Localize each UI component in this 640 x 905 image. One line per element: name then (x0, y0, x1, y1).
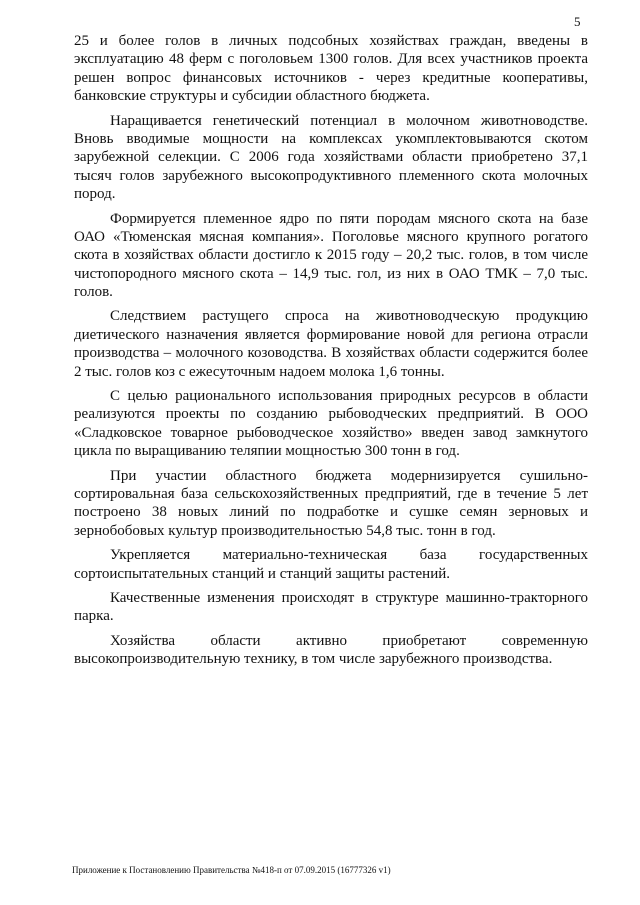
text-line: «Сладковское товарное рыбоводческое хозяйство» введен завод замкнутого (74, 424, 588, 441)
text-line: Вновь вводимые мощности на комплексах укомплектовываются скотом (74, 130, 588, 147)
text-line: диетического назначения является формирование новой для региона отрасли (74, 326, 588, 343)
text-line: 25 и более голов в личных подсобных хозяйствах граждан, введены в (74, 33, 588, 49)
text-line: производства – молочного козоводства. В хозяйствах области содержится более (74, 345, 588, 362)
text-line: банковские структуры и субсидии областного бюджета. (74, 88, 430, 105)
text-line: эксплуатацию 48 ферм с поголовьем 1300 голов. Для всех участников проекта (74, 51, 588, 68)
text-line: Следствием растущего спроса на животноводческую продукцию (110, 308, 588, 325)
text-line: зарубежной селекции. С 2006 года хозяйствами области приобретено 37,1 (74, 149, 588, 166)
text-line: Качественные изменения происходят в структуре машинно-тракторного (110, 589, 588, 606)
text-line: С целью рационального использования природных ресурсов в области (110, 388, 588, 405)
paragraph (74, 546, 588, 583)
paragraph (74, 632, 588, 669)
page-number: 5 (574, 14, 581, 29)
text-line: реализуются проекты по созданию рыбоводческих предприятий. В ООО (74, 406, 588, 423)
text-line: Хозяйства области активно приобретают современную (110, 632, 588, 649)
text-line: скота в хозяйствах области достигло к 2015 году – 20,2 тыс. голов, в том числе (74, 247, 588, 264)
text-line: сортировальная база сельскохозяйственных предприятий, где в течение 5 лет (74, 485, 588, 502)
text-line: Укрепляется материально-техническая база государственных (110, 547, 588, 564)
text-line: зернобобовых культур производительностью 54,8 тыс. тонн в год. (74, 522, 496, 539)
text-line: цикла по выращиванию теляпии мощностью 300 тонн в год. (74, 443, 460, 460)
text-line: Формируется племенное ядро по пяти породам мясного скота на базе (110, 210, 588, 227)
paragraph (74, 307, 588, 381)
paragraph (74, 32, 588, 106)
text-line: парка. (74, 608, 114, 625)
text-line: пород. (74, 186, 116, 203)
text-line: ОАО «Тюменская мясная компания». Поголовье мясного крупного рогатого (74, 228, 588, 245)
text-line: чистопородного мясного скота – 14,9 тыс. гол, из них в ОАО ТМК – 7,0 тыс. (74, 265, 588, 282)
paragraph (74, 112, 588, 204)
text-line: тысяч голов зарубежного высокопродуктивного племенного скота молочных (74, 167, 588, 184)
paragraph (74, 387, 588, 461)
paragraph (74, 210, 588, 302)
text-line: голов. (74, 284, 113, 301)
paragraph (74, 467, 588, 541)
text-line: Наращивается генетический потенциал в молочном животноводстве. (110, 112, 588, 129)
text-line: 2 тыс. голов коз с ежесуточным надоем молока 1,6 тонны. (74, 363, 445, 380)
text-line: При участии областного бюджета модернизируется сушильно- (110, 467, 588, 484)
text-line: сортоиспытательных станций и станций защиты растений. (74, 565, 451, 582)
text-line: построено 38 новых линий по подработке и сушке семян зерновых и (74, 504, 588, 521)
paragraph (74, 589, 588, 626)
text-line: решен вопрос финансовых источников - через кредитные кооперативы, (74, 69, 588, 86)
document-footer: Приложение к Постановлению Правительства №418-п от 07.09.2015 (16777326 v1) (72, 865, 391, 875)
text-line: высокопроизводительную технику, в том числе зарубежного производства. (74, 651, 553, 668)
body-text (74, 32, 588, 669)
